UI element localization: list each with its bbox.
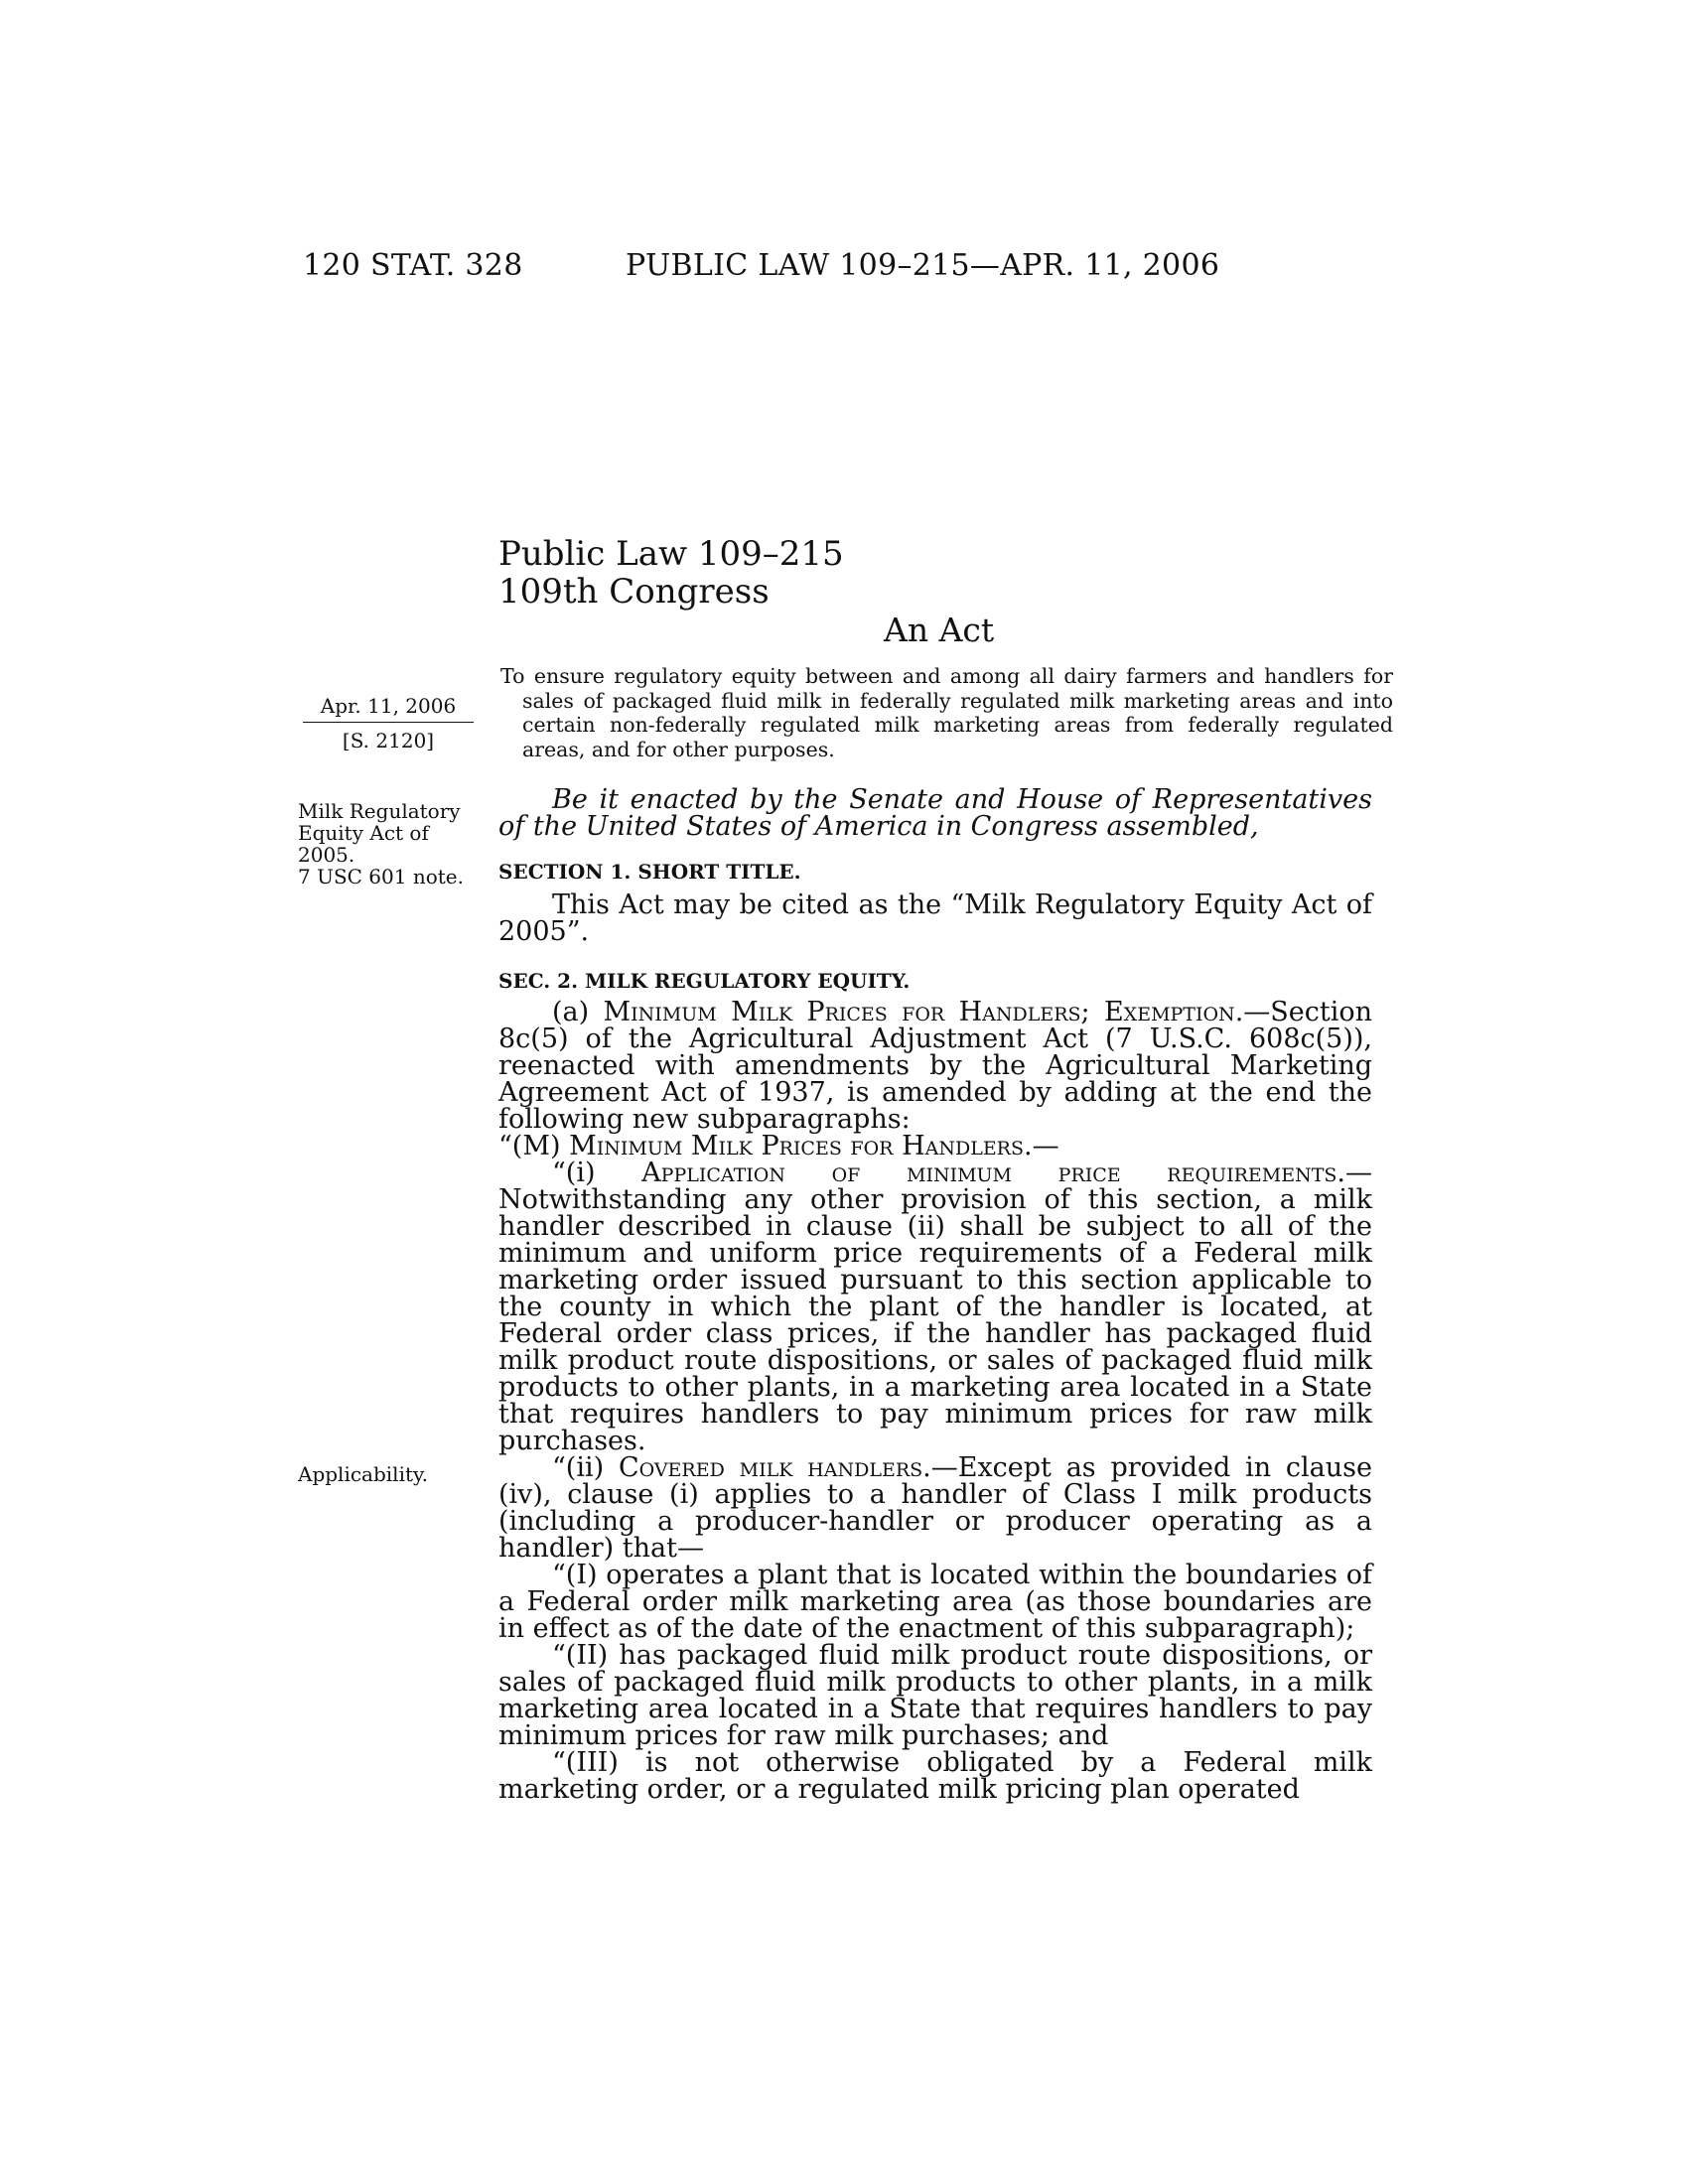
subsection-a: (a) Minimum Milk Prices for Handlers; Exemption.—Section 8c(5) of the Agricultural Adjustment Act (7 U.S.C. 608c(5)), reenacted with amendments by the Agricultural Marketing Agreement Act of 1937, is amended by adding at the end the following new subparagraphs: [498, 997, 1372, 1135]
margin-date-block [303, 694, 474, 752]
margin-note-line: 7 USC 601 note. [298, 865, 464, 888]
bill-number: [S. 2120] [342, 729, 435, 752]
section-1-heading: SECTION 1. SHORT TITLE. [498, 860, 801, 884]
running-title: PUBLIC LAW 109–215—APR. 11, 2006 [626, 248, 1220, 283]
subsection-a-heading: Minimum Milk Prices for Handlers; Exemption [603, 997, 1235, 1027]
margin-note-short-title [298, 800, 472, 887]
clause-i-heading: Application of minimum price requirements [641, 1158, 1337, 1188]
enactment-date: Apr. 11, 2006 [303, 694, 474, 723]
section-1-text: This Act may be cited as the “Milk Regulatory Equity Act of 2005”. [498, 889, 1372, 947]
subclause-I: “(I) operates a plant that is located within the boundaries of a Federal order milk marketing area (as those boundaries are in effect as of the date of the enactment of this subparagraph); [498, 1560, 1372, 1644]
paragraph-m-heading: Minimum Milk Prices for Handlers [569, 1131, 1025, 1161]
purpose-clause: To ensure regulatory equity between and among all dairy farmers and handlers for sales of packaged fluid milk in federally regulated milk marketing areas and into certain non-federally regulated milk marketing areas from federally regulated areas, and for other purposes. [500, 664, 1393, 761]
act-heading: An Act [884, 611, 995, 649]
paragraph-m: “(M) Minimum Milk Prices for Handlers.— [498, 1131, 1059, 1161]
clause-i: “(i) Application of minimum price requirements.—Notwithstanding any other provision of this section, a milk handler described in clause (ii) shall be subject to all of the minimum and uniform price requirements of a Federal milk marketing order issued pursuant to this section applicable to the county in which the plant of the handler is located, at Federal order class prices, if the handler has packaged fluid milk product route dispositions, or sales of packaged fluid milk products to other plants, in a marketing area located in a State that requires handlers to pay minimum prices for raw milk purchases. [498, 1158, 1372, 1456]
section-2-body [498, 999, 1372, 1803]
clause-ii: “(ii) Covered milk handlers.—Except as provided in clause (iv), clause (i) applies to a handler of Class I milk products (including a producer-handler or producer operating as a handler) that— [498, 1452, 1372, 1564]
page-number: 120 STAT. 328 [303, 248, 523, 283]
subclause-III: “(III) is not otherwise obligated by a Federal milk marketing order, or a regulated milk pricing plan operated [498, 1747, 1372, 1805]
law-title-block [498, 535, 844, 611]
margin-note-line: Milk Regulatory [298, 799, 461, 823]
margin-note-applicability: Applicability. [298, 1462, 428, 1486]
margin-note-line: 2005. [298, 843, 355, 867]
section-2-heading: SEC. 2. MILK REGULATORY EQUITY. [498, 969, 911, 993]
subclause-II: “(II) has packaged fluid milk product route dispositions, or sales of packaged fluid milk products to other plants, in a milk marketing area located in a State that requires handlers to pay minimum prices for raw milk purchases; and [498, 1640, 1372, 1751]
clause-ii-heading: Covered milk handlers [618, 1452, 923, 1483]
margin-note-line: Equity Act of [298, 821, 429, 845]
enacting-clause: Be it enacted by the Senate and House of Representatives of the United States of America in Congress assembled, [498, 784, 1372, 842]
congress-number: 109th Congress [498, 572, 770, 612]
public-law-number: Public Law 109–215 [498, 534, 844, 574]
